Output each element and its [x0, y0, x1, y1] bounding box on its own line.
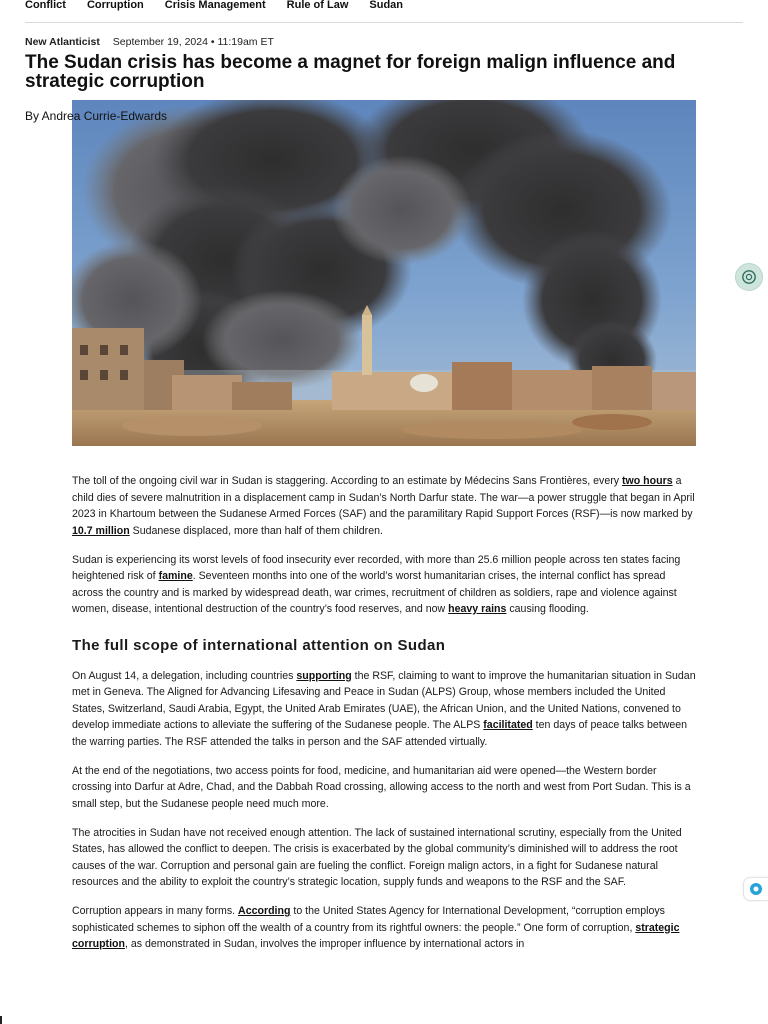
link-two-hours[interactable]: two hours	[622, 475, 673, 487]
paragraph-5: The atrocities in Sudan have not received enough attention. The lack of sustained international scrutiny, especially from the United States, has allowed the conflict to deepen. The crisis is exacerbated by the global community’s diminished will to address the root causes of the war. Corruption and personal gain are fueling the conflict. Foreign malign actors, in a fight for Sudanese natural resources and the ability to exploit the country’s strategic location, supply funds and weapons to the RSF and the SAF.	[72, 826, 682, 888]
tag-conflict[interactable]: Conflict	[25, 0, 66, 11]
tag-corruption[interactable]: Corruption	[86, 0, 144, 11]
link-heavy-rains[interactable]: heavy rains	[448, 603, 507, 615]
chatgpt-float-button[interactable]	[736, 264, 762, 290]
link-10-7-million[interactable]: 10.7 million	[72, 524, 130, 537]
paragraph-2: Sudan is experiencing its worst levels of food insecurity ever recorded, with more than 25.6 million people across ten states facing heightened risk of famine. Seventeen months into one of the world’s worst humanitarian crises, the internal conflict has spread across the country and is marked by widespread death, war crimes, recruitment of children as soldiers, rape and violence against women, disease, intentional destruction of the country’s food reserves, and now heavy rains causing flooding.	[72, 553, 681, 615]
publish-date: September 19, 2024 • 11:19am ET	[112, 36, 274, 48]
link-supporting[interactable]: supporting	[296, 669, 352, 682]
section-heading: The full scope of international attention on Sudan	[72, 636, 446, 654]
author-byline: By Andrea Currie-Edwards	[25, 109, 168, 123]
topic-tags-nav	[25, 0, 743, 23]
hero-image	[72, 100, 696, 446]
link-facilitated[interactable]: facilitated	[483, 719, 533, 731]
publication-name[interactable]: New Atlanticist	[25, 36, 100, 48]
article-meta	[25, 36, 274, 48]
assistant-icon	[749, 882, 763, 896]
paragraph-3: On August 14, a delegation, including countries supporting the RSF, claiming to want to improve the humanitarian situation in Sudan met in Geneva. The Aligned for Advancing Lifesaving and Peace in Sudan (ALPS) Group, whose members included the United States, Switzerland, Saudi Arabia, Egypt, the United Arab Emirates (UAE), the African Union, and the United Nations, convened to develop immediate actions to alleviate the suffering of the Sudanese people. The ALPS facilitated ten days of peace talks between the warring parties. The RSF attended the talks in person and the SAF attended virtually.	[72, 669, 696, 748]
edge-marker	[0, 1016, 2, 1024]
smoke-over-city-illustration	[72, 100, 696, 446]
article-body	[72, 473, 698, 965]
tag-sudan[interactable]: Sudan	[369, 0, 404, 11]
side-widget-button[interactable]	[744, 878, 768, 900]
chatgpt-icon	[740, 268, 758, 286]
paragraph-1: The toll of the ongoing civil war in Sudan is staggering. According to an estimate by Médecins Sans Frontières, every two hours a child dies of severe malnutrition in a displacement camp in Sudan’s North Darfur state. The war—a power struggle that began in April 2023 in Khartoum between the Sudanese Armed Forces (SAF) and the paramilitary Rapid Support Forces (RSF)—is now marked by 10.7 million Sudanese displaced, more than half of them children.	[72, 475, 695, 537]
paragraph-6: Corruption appears in many forms. According to the United States Agency for International Development, “corruption employs sophisticated schemes to siphon off the wealth of a country from its rightful owners: the people.” One form of corruption, strategic corruption, as demonstrated in Sudan, involves the improper influence by international actors in	[72, 905, 680, 950]
tag-rule-of-law[interactable]: Rule of Law	[286, 0, 349, 11]
article-headline: The Sudan crisis has become a magnet for foreign malign influence and strategic corruption	[25, 52, 676, 92]
link-according[interactable]: According	[238, 905, 291, 917]
tag-crisis-management[interactable]: Crisis Management	[164, 0, 266, 11]
link-famine[interactable]: famine	[158, 570, 193, 582]
paragraph-4: At the end of the negotiations, two access points for food, medicine, and humanitarian aid were opened—the Western border crossing into Darfur at Adre, Chad, and the Dabbah Road crossing, allowing access to the north and west from Port Sudan. This is a small step, but the Sudanese people need much more.	[72, 764, 691, 810]
link-strategic-corruption[interactable]: strategic corruption	[72, 921, 680, 950]
